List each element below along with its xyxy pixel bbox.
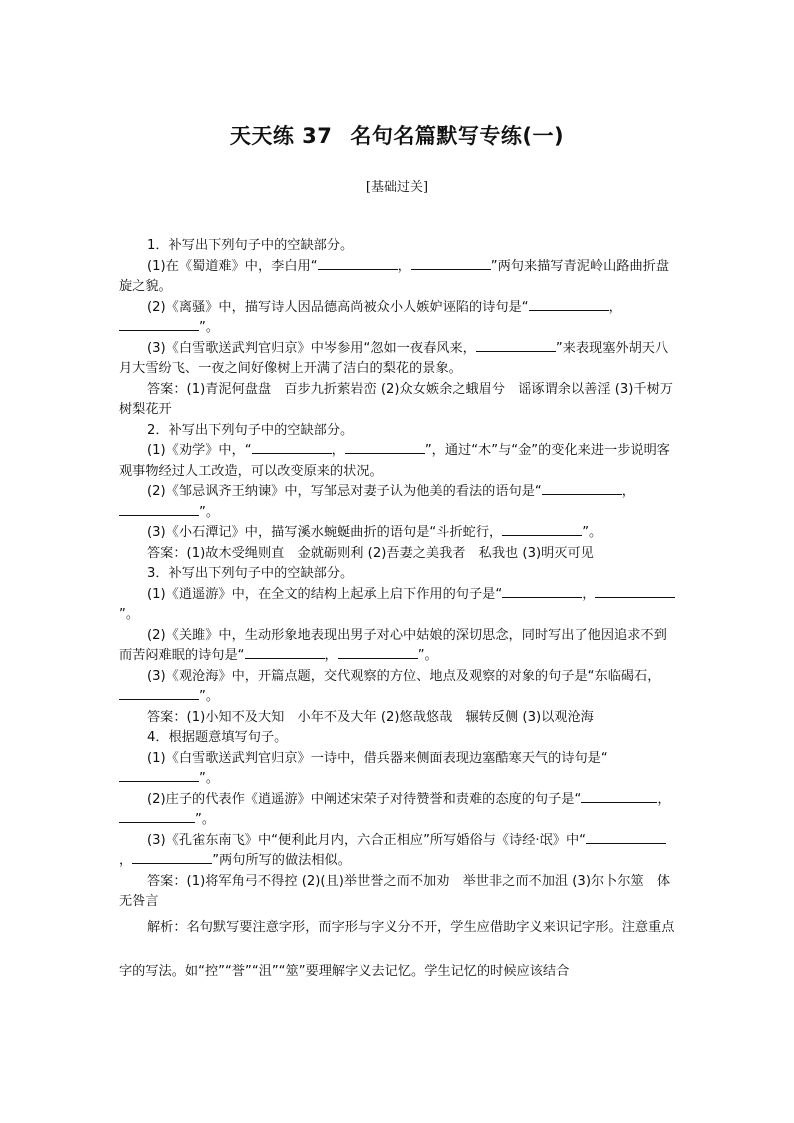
question-3-heading: 3．补写出下列句子中的空缺部分。 [147,566,354,581]
question-2-heading: 2．补写出下列句子中的空缺部分。 [147,422,354,438]
answer-blank[interactable] [245,646,325,659]
answer-blank[interactable] [119,318,199,331]
answer-blank[interactable] [542,482,622,495]
question-1-heading: 1．补写出下列句子中的空缺部分。 [147,238,354,253]
answer-blank[interactable] [338,646,418,659]
question-1-item-3: (3)《白雪歌送武判官归京》中岑参用“忽如一夜春风来， ”来表现塞外胡天八月大雪纷飞、一夜之间好像树上开满了洁白的梨花的景象。 [119,340,669,376]
title-number: 天天练 37 [229,124,333,148]
question-4-heading: 4．根据题意填写句子。 [147,730,288,745]
answer-blank[interactable] [476,339,556,352]
analysis-text: 解析：名句默写要注意字形，而字形与字义分不开，学生应借助字义来识记字形。注意重点字的写法。如“控”“誉”“沮”“筮”要理解字义去记忆。学生记忆的时候应该结合 [119,920,675,979]
answer-blank[interactable] [318,257,398,270]
answer-blank[interactable] [119,769,199,782]
section-label: [基础过关] [365,180,429,195]
answer-blank[interactable] [119,503,199,516]
question-4-answer: 答案：(1)将军角弓不得控 (2)(且)举世誉之而不加劝 举世非之而不加沮 (3)尔卜尔筮 体无咎言 [119,873,671,909]
title-text: 名句名篇默写专练(一) [350,124,565,148]
question-3-item-2: (2)《关雎》中，生动形象地表现出男子对心中姑娘的深切思念，同时写出了他因追求不到而苦闷难眠的诗句是“ ， ”。 [119,627,667,663]
answer-blank[interactable] [345,441,425,454]
question-3-item-1: (1)《逍遥游》中，在全文的结构上起承上启下作用的句子是“ ，”。 [119,585,677,626]
question-3-item-3: (3)《观沧海》中，开篇点题，交代观察的方位、地点及观察的对象的句子是“东临碣石，”。 [119,667,677,708]
answer-blank[interactable] [119,810,195,823]
question-2-item-2: (2)《邹忌讽齐王纳谏》中，写邹忌对妻子认为他美的看法的语句是“ ，”。 [119,482,677,523]
question-2-answer: 答案：(1)故木受绳则直 金就砺则利 (2)吾妻之美我者 私我也 (3)明灭可见 [147,545,594,561]
question-2-item-1: (1)《劝学》中，“ ， ”，通过“木”与“金”的变化来进一步说明客观事物经过人工改造，可以改变原来的状况。 [119,443,670,479]
answer-blank[interactable] [581,790,657,803]
question-2-item-3: (3)《小石潭记》中，描写溪水蜿蜒曲折的语句是“斗折蛇行， ”。 [147,525,603,540]
answer-blank[interactable] [595,585,675,598]
exercise-body [119,236,677,913]
question-1-item-2: (2)《离骚》中，描写诗人因品德高尚被众小人嫉妒诬陷的诗句是“ ，”。 [119,298,677,339]
question-4-item-1: (1)《白雪歌送武判官归京》一诗中，借兵器来侧面表现边塞酷寒天气的诗句是“”。 [119,749,677,790]
answer-blank[interactable] [119,687,199,700]
question-4-item-2: (2)庄子的代表作《逍遥游》中阐述宋荣子对待赞誉和责难的态度的句子是“ ，”。 [119,790,677,831]
answer-blank[interactable] [411,257,491,270]
question-3-answer: 答案：(1)小知不及大知 小年不及大年 (2)悠哉悠哉 辗转反侧 (3)以观沧海 [147,709,594,725]
analysis-section [119,906,677,994]
page-title [0,120,794,150]
answer-blank[interactable] [132,851,212,864]
question-1-answer: 答案：(1)青泥何盘盘 百步九折萦岩峦 (2)众女嫉余之蛾眉兮 谣诼谓余以善淫 (3)千树万树梨花开 [119,381,673,417]
answer-blank[interactable] [502,523,582,536]
answer-blank[interactable] [586,831,666,844]
question-1-item-1: (1)在《蜀道难》中，李白用“ ， ”两句来描写青泥岭山路曲折盘旋之貌。 [119,258,670,294]
answer-blank[interactable] [529,298,609,311]
answer-blank[interactable] [252,441,332,454]
question-4-item-3: (3)《孔雀东南飞》中“便利此月内，六合正相应”所写婚俗与《诗经·氓》中“， ”两句所写的做法相似。 [119,831,677,872]
answer-blank[interactable] [502,585,582,598]
